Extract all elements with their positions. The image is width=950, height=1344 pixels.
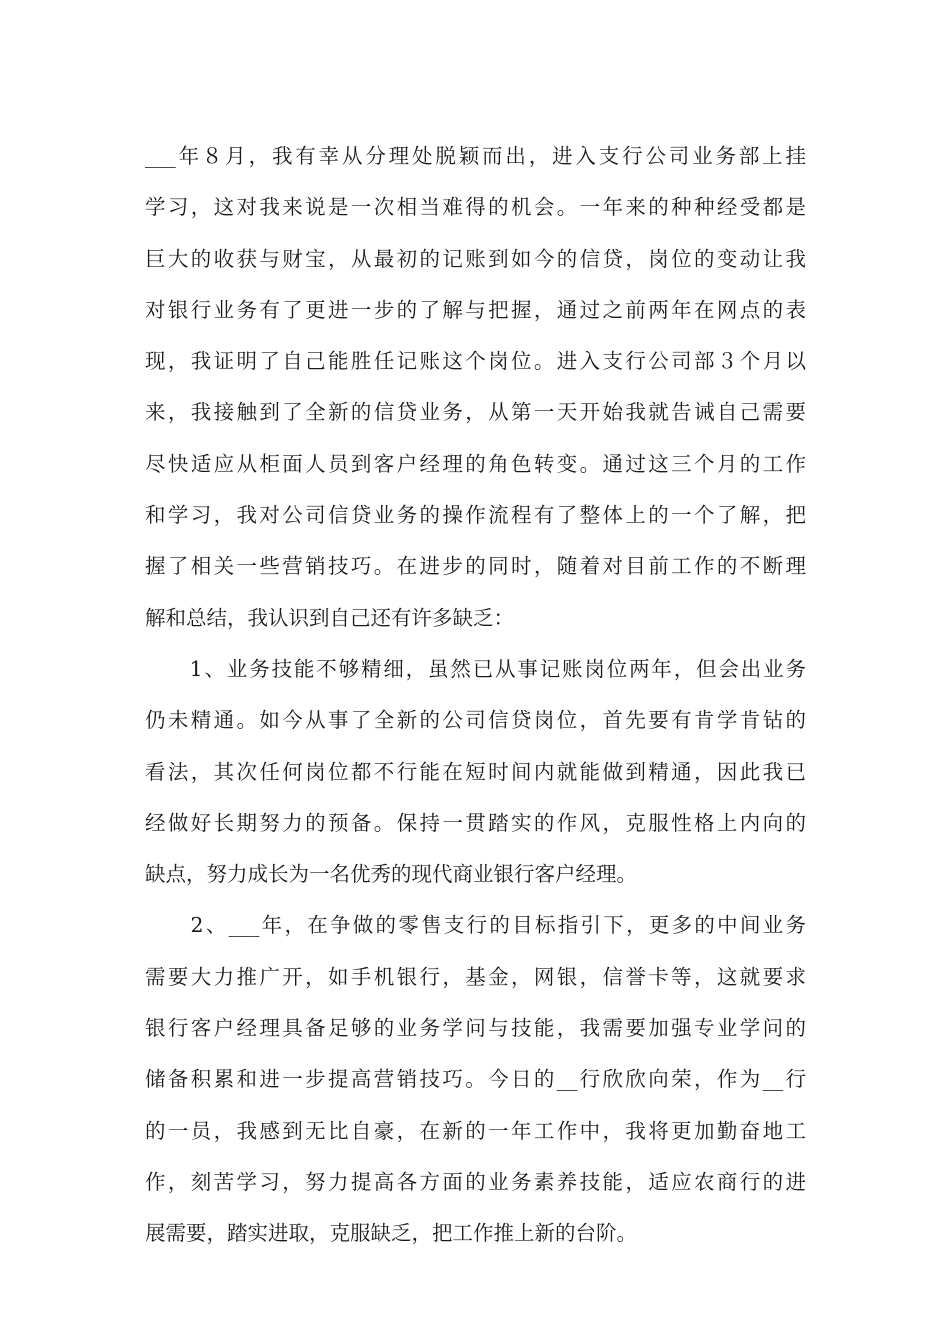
text-line: 需要大力推广开，如手机银行，基金，网银，信誉卡等，这就要求 [145, 964, 806, 989]
text-line: 握了相关一些营销技巧。在进步的同时，随着对目前工作的不断理 [145, 554, 806, 579]
paragraph-point-1 [145, 644, 806, 900]
text-line: 作，刻苦学习，努力提高各方面的业务素养技能，适应农商行的进 [145, 1169, 806, 1194]
document-body [145, 131, 806, 1260]
text-line: 缺点，努力成长为一名优秀的现代商业银行客户经理。 [145, 862, 637, 887]
text-line: 银行客户经理具备足够的业务学问与技能，我需要加强专业学问的 [145, 1016, 806, 1041]
text-line: 尽快适应从柜面人员到客户经理的角色转变。通过这三个月的工作 [145, 451, 806, 476]
text-line: 的一员，我感到无比自豪，在新的一年工作中，我将更加勤奋地工 [145, 1118, 806, 1143]
text-line: 看法，其次任何岗位都不行能在短时间内就能做到精通，因此我已 [145, 759, 806, 784]
text-line: 学习，这对我来说是一次相当难得的机会。一年来的种种经受都是 [145, 195, 806, 220]
paragraph-intro [145, 131, 806, 644]
text-line: 现，我证明了自己能胜任记账这个岗位。进入支行公司部３个月以 [145, 349, 806, 374]
text-line: 解和总结，我认识到自己还有许多缺乏： [145, 605, 514, 630]
text-line: 仍未精通。如今从事了全新的公司信贷岗位，首先要有肯学肯钻的 [145, 708, 806, 733]
text-line: 巨大的收获与财宝，从最初的记账到如今的信贷，岗位的变动让我 [145, 246, 806, 271]
paragraph-point-2 [145, 900, 806, 1259]
text-line: 1、业务技能不够精细，虽然已从事记账岗位两年，但会出业务 [145, 656, 806, 681]
text-line: 经做好长期努力的预备。保持一贯踏实的作风，克服性格上内向的 [145, 810, 806, 835]
text-line: 储备积累和进一步提高营销技巧。今日的__行欣欣向荣，作为__行 [145, 1067, 806, 1092]
text-line: ___年８月，我有幸从分理处脱颖而出，进入支行公司业务部上挂 [145, 144, 806, 168]
text-line: 2、___年，在争做的零售支行的目标指引下，更多的中间业务 [145, 913, 806, 938]
text-line: 展需要，踏实进取，克服缺乏，把工作推上新的台阶。 [145, 1221, 637, 1246]
text-line: 和学习，我对公司信贷业务的操作流程有了整体上的一个了解，把 [145, 503, 806, 528]
text-line: 来，我接触到了全新的信贷业务，从第一天开始我就告诫自己需要 [145, 400, 806, 425]
text-line: 对银行业务有了更进一步的了解与把握，通过之前两年在网点的表 [145, 297, 806, 322]
